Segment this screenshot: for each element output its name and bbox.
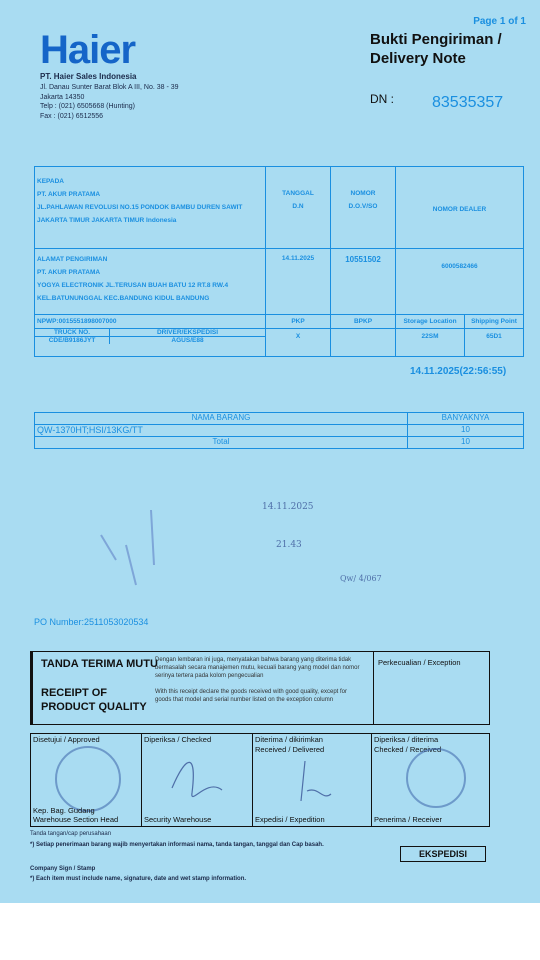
received-role: Penerima / Receiver: [374, 815, 442, 824]
bpkp-value: [331, 329, 396, 357]
shipment-table: [34, 166, 524, 357]
alamat-address-2: KEL.BATUNUNGGAL KEC.BANDUNG KIDUL BANDUNG: [37, 295, 210, 302]
tanggal-header: [266, 167, 331, 249]
driver-signature-icon: [293, 756, 343, 806]
telp-line: Telp : (021) 6505668 (Hunting): [40, 103, 135, 110]
kepada-name: PT. AKUR PRATAMA: [37, 191, 101, 198]
po-number: PO Number:2511053020534: [34, 617, 149, 627]
signature-delivered: [253, 734, 372, 826]
exception-column: [373, 652, 489, 724]
footnote-line-3: Company Sign / Stamp: [30, 866, 96, 872]
page-indicator: Page 1 of 1: [473, 16, 526, 27]
storage-location-label: Storage Location: [396, 315, 465, 329]
nomor-label: NOMOR: [350, 190, 376, 197]
item-name: QW-1370HT;HSI/13KG/TT: [35, 425, 408, 437]
npwp: NPWP:0015551898007000: [35, 315, 266, 329]
alamat-name: PT. AKUR PRATAMA: [37, 269, 101, 276]
footnote-line-4: *) Each item must include name, signature, date and wet stamp information.: [30, 876, 247, 882]
truck-driver-table: [35, 329, 265, 344]
col-nama-barang: NAMA BARANG: [35, 413, 408, 425]
nomor-value: 10551502: [331, 249, 396, 315]
company-address: [40, 83, 240, 121]
footnote-line-2: *) Setiap penerimaan barang wajib menyertakan informasi nama, tanda tangan, tanggal dan Cap basah.: [30, 842, 324, 848]
receipt-text-en: With this receipt declare the goods received with good quality, except for goods that model and serial number listed on the exception column: [155, 689, 347, 703]
title-line-1: Bukti Pengiriman /: [370, 31, 502, 48]
handwritten-time: 21.43: [276, 540, 302, 550]
dealer-header: [396, 167, 524, 249]
footnote-line-1: Tanda tangan/cap perusahaan: [30, 831, 112, 837]
delivered-label-en: Received / Delivered: [255, 745, 325, 754]
receipt-title-id: TANDA TERIMA MUTU: [41, 658, 158, 670]
ekspedisi-badge: EKSPEDISI: [400, 846, 486, 862]
driver-label: DRIVER/EKSPEDISI: [110, 329, 266, 337]
approved-role-id: Kep. Bag. Gudang: [33, 806, 95, 815]
kepada-address-1: JL.PAHLAWAN REVOLUSI NO.15 PONDOK BAMBU DUREN SAWIT: [37, 204, 243, 211]
signature-approved: [31, 734, 142, 826]
do-sub-label: D.O.V/SO: [348, 203, 378, 210]
approved-label: Disetujui / Approved: [33, 735, 100, 744]
received-label-id: Diperiksa / diterima: [374, 735, 439, 744]
checked-role: Security Warehouse: [144, 815, 212, 824]
approved-role-en: Warehouse Section Head: [33, 815, 119, 824]
kepada-label: KEPADA: [37, 178, 64, 185]
kepada-address-2: JAKARTA TIMUR JAKARTA TIMUR Indonesia: [37, 217, 177, 224]
dealer-value: 6000582466: [396, 249, 524, 315]
receipt-text-id: Dengan lembaran ini juga, menyatakan bahwa barang yang diterima tidak bermasalah secara manajemen mutu, kecuali barang yang model dan nomor serinya tertera pada kolom pengecualian: [155, 657, 360, 679]
alamat-address-1: YOGYA ELECTRONIK JL.TERUSAN BUAH BATU 12 RT.8 RW.4: [37, 282, 229, 289]
company-name: PT. Haier Sales Indonesia: [40, 72, 137, 81]
dn-sub-label: D.N: [292, 203, 304, 210]
total-qty: 10: [408, 437, 524, 449]
handwritten-date: 14.11.2025: [262, 502, 314, 512]
signature-grid: [30, 733, 490, 827]
signature-received: [372, 734, 488, 826]
tanggal-value: 14.11.2025: [266, 249, 331, 315]
handwritten-signature: Qw/ 4/067: [340, 574, 382, 583]
city-line: Jakarta 14350: [40, 93, 85, 101]
kepada-cell: [35, 167, 266, 249]
company-stamp-icon: [55, 746, 121, 812]
printed-timestamp: 14.11.2025(22:56:55): [410, 366, 507, 377]
total-label: Total: [35, 437, 408, 449]
address-line: Jl. Danau Sunter Barat Blok A III, No. 38 - 39: [40, 84, 179, 91]
alamat-label: ALAMAT PENGIRIMAN: [37, 256, 108, 263]
received-label-en: Checked / Received: [374, 745, 442, 754]
driver-value: AGUS/E88: [110, 337, 266, 345]
receiver-stamp-icon: [406, 748, 466, 808]
truck-driver-cell: [35, 329, 266, 357]
storage-value: 22SM: [396, 329, 465, 357]
delivered-role: Expedisi / Expedition: [255, 815, 325, 824]
exception-label: Perkecualian / Exception: [378, 658, 461, 667]
signature-checked: [142, 734, 253, 826]
delivered-label-id: Diterima / dikirimkan: [255, 735, 323, 744]
items-table: [34, 412, 524, 449]
shipping-value: 65D1: [465, 329, 524, 357]
pkp-label: PKP: [266, 315, 331, 329]
truck-no-value: CDE/B9186JYT: [35, 337, 110, 345]
fax-line: Fax : (021) 6512556: [40, 112, 104, 120]
document-title: [370, 30, 502, 68]
shipping-point-label: Shipping Point: [465, 315, 524, 329]
truck-no-label: TRUCK NO.: [35, 329, 110, 337]
item-qty: 10: [408, 425, 524, 437]
nomor-header: [331, 167, 396, 249]
signature-scribble-icon: [162, 748, 242, 808]
table-row: [35, 425, 524, 437]
pen-scribble-icon: [96, 505, 176, 595]
checked-label: Diperiksa / Checked: [144, 735, 212, 744]
alamat-cell: [35, 249, 266, 315]
dn-label: DN :: [370, 92, 394, 106]
dealer-label: NOMOR DEALER: [432, 206, 487, 213]
delivered-label: [255, 735, 324, 755]
dn-number: 83535357: [432, 94, 504, 111]
col-banyaknya: BANYAKNYA: [408, 413, 524, 425]
approved-role: [33, 806, 118, 824]
bpkp-label: BPKP: [331, 315, 396, 329]
receipt-quality-box: [30, 651, 490, 725]
haier-logo: Haier: [40, 28, 136, 72]
title-line-2: Delivery Note: [370, 50, 466, 67]
tanggal-label: TANGGAL: [282, 190, 314, 197]
receipt-title-en: RECEIPT OF PRODUCT QUALITY: [41, 687, 147, 713]
pkp-value: X: [266, 329, 331, 357]
